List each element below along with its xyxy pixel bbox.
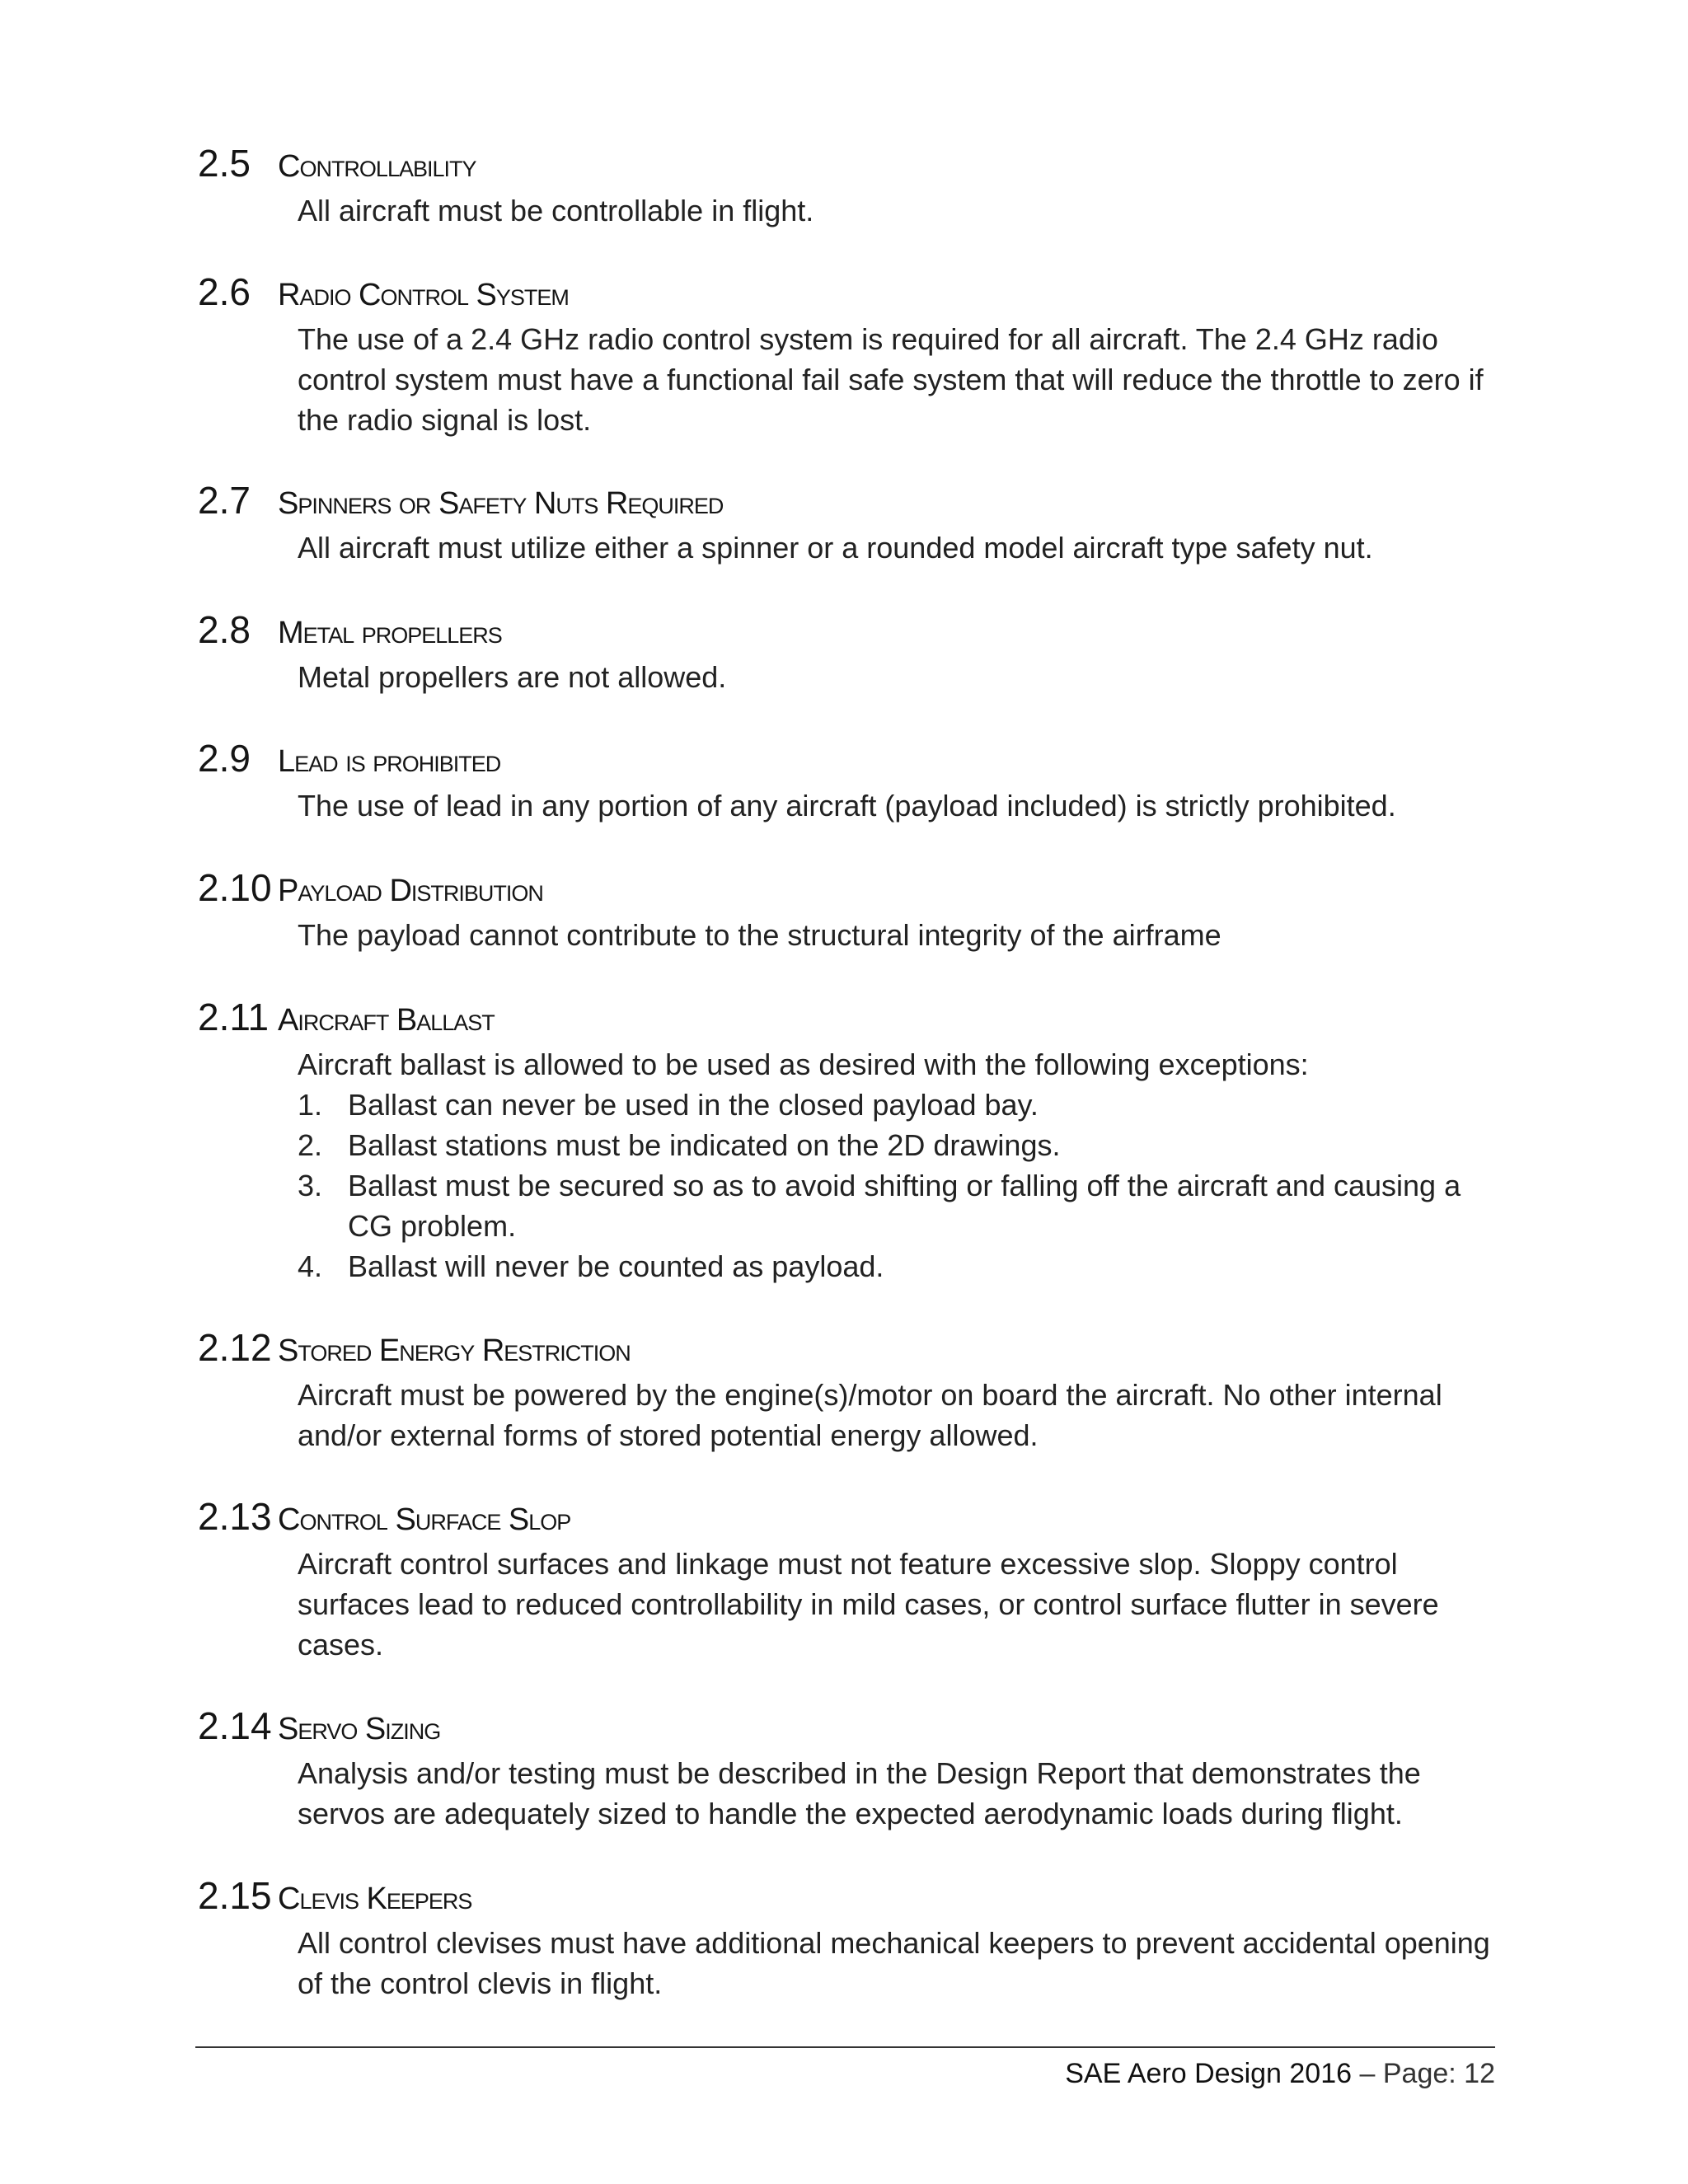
section-title: Spinners or Safety Nuts Required	[278, 486, 724, 521]
section-number: 2.5	[198, 142, 251, 185]
section-number: 2.10	[198, 866, 272, 909]
list-item-text: Ballast stations must be indicated on the 2D drawings.	[348, 1128, 1061, 1162]
list-item-text: Ballast can never be used in the closed payload bay.	[348, 1088, 1039, 1122]
list-item	[298, 1125, 1501, 1165]
list-item-number: 1.	[298, 1088, 323, 1122]
section-heading	[198, 1873, 1500, 1923]
section-heading	[198, 1494, 1500, 1544]
section-number: 2.8	[198, 608, 251, 651]
section-title: Servo Sizing	[278, 1712, 441, 1746]
section-number: 2.14	[198, 1704, 272, 1747]
section-2-12	[198, 1325, 1500, 1455]
section-body: All aircraft must utilize either a spinner or a rounded model aircraft type safety nut.	[298, 531, 1373, 565]
section-number: 2.13	[198, 1495, 272, 1538]
list-item-text: Ballast will never be counted as payload.	[348, 1249, 884, 1283]
section-body: Aircraft must be powered by the engine(s)/motor on board the aircraft. No other internal and/or external forms of stored potential energy allowed.	[298, 1378, 1442, 1452]
section-body: All aircraft must be controllable in flight.	[298, 194, 814, 227]
section-title: Lead is prohibited	[278, 744, 501, 779]
section-heading	[198, 1325, 1500, 1375]
section-title: Clevis Keepers	[278, 1882, 472, 1916]
section-heading	[198, 478, 1500, 527]
section-body: The use of a 2.4 GHz radio control system is required for all aircraft. The 2.4 GHz radio control system must have a functional fail safe system that will reduce the throttle to zero if the radio signal is lost.	[298, 322, 1484, 437]
section-number: 2.9	[198, 737, 251, 780]
section-number: 2.11	[198, 996, 270, 1038]
section-title: Controllability	[278, 149, 476, 184]
section-title: Payload Distribution	[278, 874, 543, 908]
section-2-15	[198, 1873, 1500, 2004]
section-title: Stored Energy Restriction	[278, 1333, 631, 1368]
section-number: 2.6	[198, 270, 251, 313]
section-2-7	[198, 478, 1500, 568]
footer-dash: –	[1359, 2058, 1376, 2089]
section-heading	[198, 1704, 1500, 1753]
section-2-6	[198, 269, 1500, 440]
list-item-number: 4.	[298, 1249, 323, 1283]
section-heading	[198, 736, 1500, 785]
list-item-number: 3.	[298, 1169, 323, 1202]
section-heading	[198, 995, 1500, 1044]
section-body: The payload cannot contribute to the structural integrity of the airframe	[298, 918, 1221, 952]
list-item-number: 2.	[298, 1128, 323, 1162]
section-number: 2.15	[198, 1874, 272, 1917]
section-2-8	[198, 607, 1500, 697]
section-2-14	[198, 1704, 1500, 1834]
ballast-exceptions-list	[298, 1085, 1501, 1286]
section-title: Metal propellers	[278, 616, 502, 650]
section-2-5	[198, 141, 1500, 231]
footer-divider	[195, 2046, 1495, 2048]
section-number: 2.7	[198, 479, 251, 522]
section-body: Metal propellers are not allowed.	[298, 660, 727, 694]
section-body: Analysis and/or testing must be described in the Design Report that demonstrates the servos are adequately sized to handle the expected aerodynamic loads during flight.	[298, 1756, 1421, 1830]
section-2-10	[198, 865, 1500, 955]
section-intro: Aircraft ballast is allowed to be used as desired with the following exceptions:	[298, 1047, 1309, 1081]
section-body: The use of lead in any portion of any aircraft (payload included) is strictly prohibited.	[298, 789, 1396, 823]
section-title: Aircraft Ballast	[278, 1003, 495, 1038]
section-2-11	[198, 995, 1500, 1286]
section-title: Control Surface Slop	[278, 1502, 571, 1537]
section-heading	[198, 269, 1500, 319]
section-heading	[198, 141, 1500, 190]
list-item	[298, 1246, 1501, 1286]
list-item	[298, 1085, 1501, 1125]
section-heading	[198, 865, 1500, 915]
footer-doc-title: SAE Aero Design 2016	[1065, 2058, 1353, 2089]
section-2-13	[198, 1494, 1500, 1665]
section-2-9	[198, 736, 1500, 826]
page-footer	[1065, 2058, 1495, 2090]
list-item	[298, 1165, 1501, 1246]
section-body	[298, 1044, 1501, 1286]
section-number: 2.12	[198, 1326, 272, 1369]
section-body: All control clevises must have additional mechanical keepers to prevent accidental opening of the control clevis in flight.	[298, 1926, 1490, 2000]
section-body: Aircraft control surfaces and linkage must not feature excessive slop. Sloppy control surfaces lead to reduced controllability in mild cases, or control surface flutter in severe cases.	[298, 1547, 1439, 1661]
list-item-text: Ballast must be secured so as to avoid shifting or falling off the aircraft and causing a CG problem.	[348, 1169, 1461, 1243]
section-heading	[198, 607, 1500, 657]
section-title: Radio Control System	[278, 278, 569, 312]
footer-page-number: Page: 12	[1382, 2058, 1495, 2089]
